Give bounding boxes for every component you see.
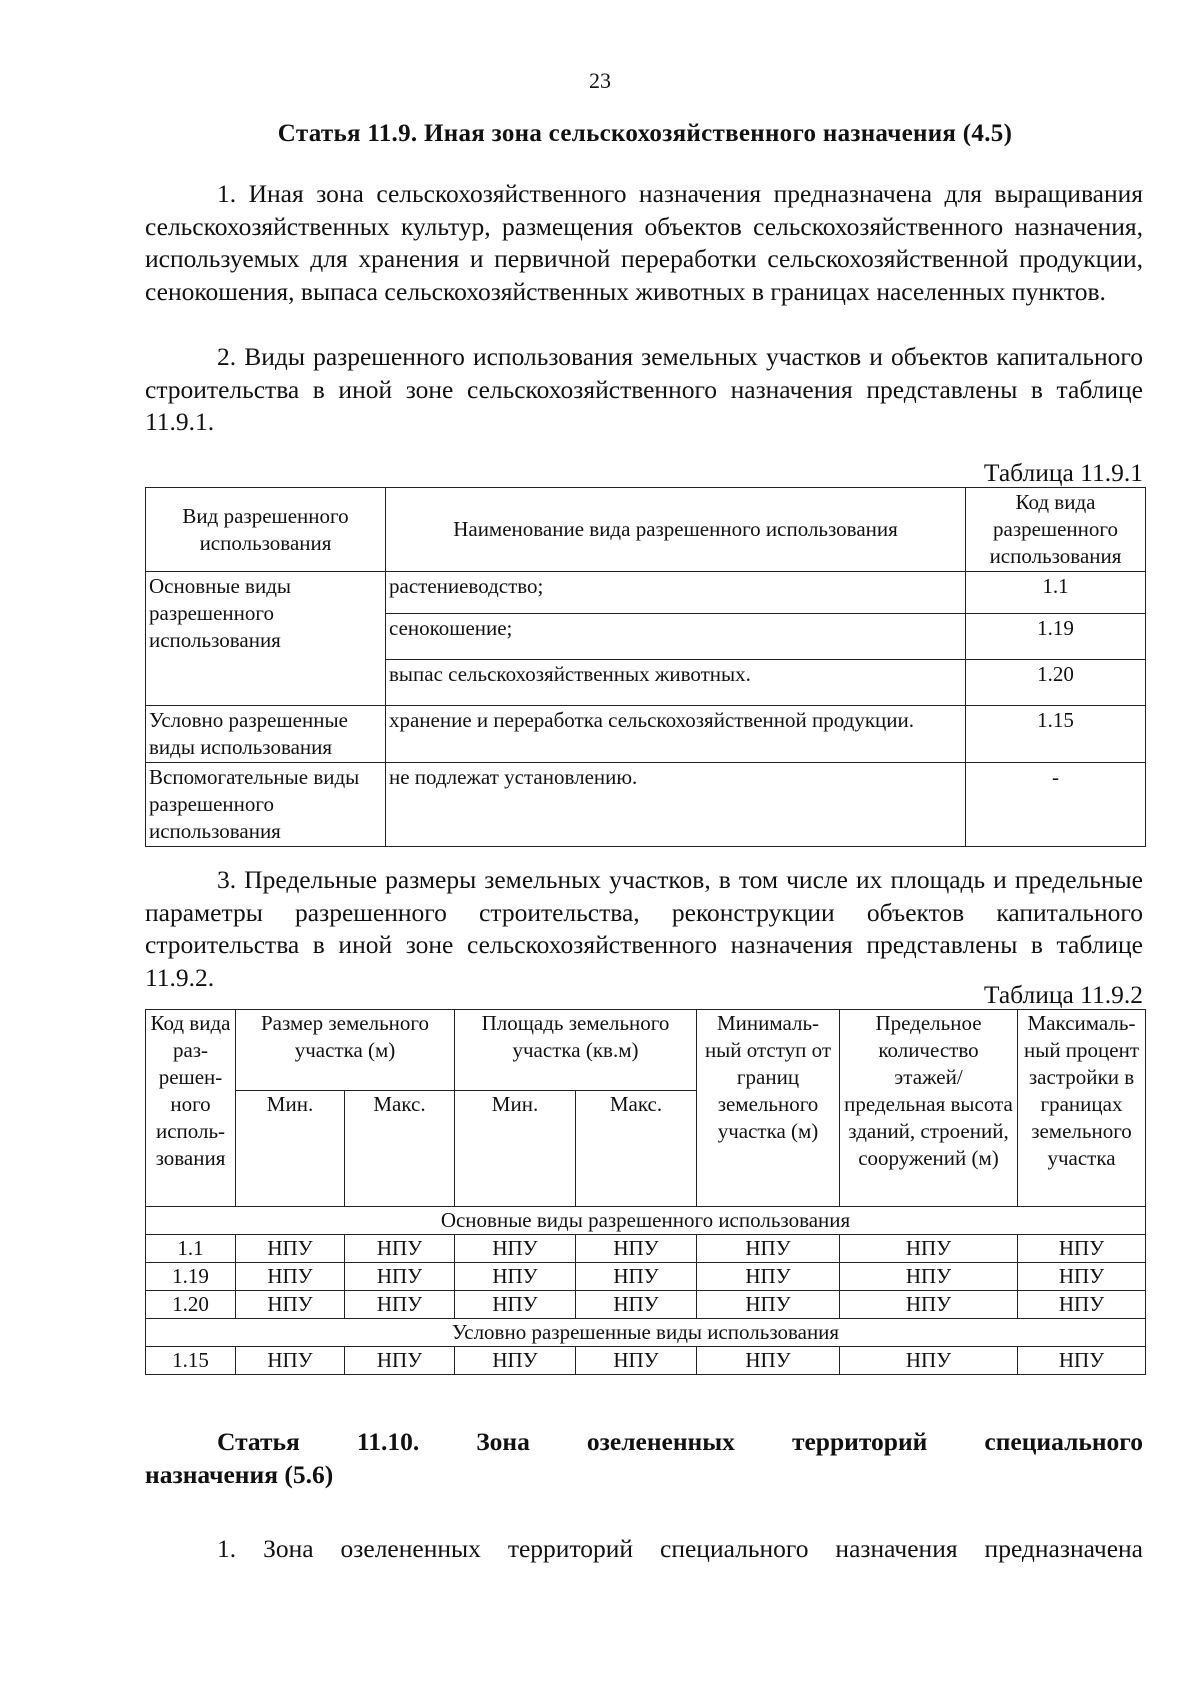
- group-label: Основные виды разрешенного использования: [146, 572, 386, 706]
- cell-value: НПУ: [455, 1291, 576, 1319]
- cell-value: НПУ: [236, 1291, 345, 1319]
- cell-value: НПУ: [1018, 1347, 1146, 1375]
- section-row: [146, 1207, 1146, 1235]
- header-max: Макс.: [576, 1091, 697, 1207]
- table-row: [146, 706, 1146, 763]
- use-code: 1.1: [966, 572, 1146, 614]
- use-name: хранение и переработка сельскохозяйственной продукции.: [386, 706, 966, 763]
- header-plot-size: Размер земельного участка (м): [236, 1010, 455, 1091]
- header-floors: Предельное количество этажей/ предельная высота зданий, строений, сооружений (м): [840, 1010, 1018, 1207]
- cell-value: НПУ: [697, 1347, 840, 1375]
- cell-value: НПУ: [576, 1347, 697, 1375]
- article-heading: Статья 11.9. Иная зона сельскохозяйственного назначения (4.5): [277, 120, 1013, 147]
- use-name: не подлежат установлению.: [386, 763, 966, 847]
- use-code: 1.19: [966, 614, 1146, 660]
- table-header-row: [146, 488, 1146, 572]
- table-caption-2: Таблица 11.9.2: [983, 980, 1143, 1009]
- cell-code: 1.19: [146, 1263, 236, 1291]
- cell-code: 1.15: [146, 1347, 236, 1375]
- paragraph-1: 1. Иная зона сельскохозяйственного назначения предназначена для выращивания сельскохозяйственных культур, размещения объектов сельскохозяйственного назначения, используемых для хранения и первичной переработки сельскохозяйственной продукции, сенокошения, выпаса сельскохозяйственных животных в границах населенных пунктов.: [145, 179, 1143, 306]
- header-plot-area: Площадь земельного участка (кв.м): [455, 1010, 697, 1091]
- cell-code: 1.20: [146, 1291, 236, 1319]
- cell-value: НПУ: [345, 1235, 455, 1263]
- section-title: Условно разрешенные виды использования: [146, 1319, 1146, 1347]
- paragraph-2: 2. Виды разрешенного использования земельных участков и объектов капитального строительства в иной зоне сельскохозяйственного назначения представлены в таблице 11.9.1.: [145, 342, 1143, 436]
- cell-value: НПУ: [345, 1291, 455, 1319]
- table-permitted-uses: [145, 487, 1146, 847]
- cell-value: НПУ: [576, 1235, 697, 1263]
- cell-value: НПУ: [1018, 1291, 1146, 1319]
- cell-value: НПУ: [840, 1263, 1018, 1291]
- page-number: 23: [589, 68, 611, 93]
- table-row: [146, 1347, 1146, 1375]
- header-cell: Наименование вида разрешенного использования: [386, 488, 966, 572]
- article-heading-2-line2: назначения (5.6): [145, 1460, 334, 1489]
- cell-value: НПУ: [236, 1263, 345, 1291]
- group-label: Условно разрешенные виды использования: [146, 706, 386, 763]
- cell-value: НПУ: [840, 1347, 1018, 1375]
- section-title: Основные виды разрешенного использования: [146, 1207, 1146, 1235]
- use-code: -: [966, 763, 1146, 847]
- cell-value: НПУ: [455, 1263, 576, 1291]
- use-code: 1.20: [966, 660, 1146, 706]
- cell-value: НПУ: [697, 1235, 840, 1263]
- table-row: [146, 572, 1146, 614]
- cell-value: НПУ: [455, 1235, 576, 1263]
- table-caption-1: Таблица 11.9.1: [983, 458, 1143, 487]
- use-code: 1.15: [966, 706, 1146, 763]
- article-heading-2-line1: Статья 11.10. Зона озелененных территорий специального: [217, 1427, 1143, 1456]
- cell-value: НПУ: [236, 1235, 345, 1263]
- cell-value: НПУ: [345, 1347, 455, 1375]
- cell-value: НПУ: [236, 1347, 345, 1375]
- header-setback: Минималь-ный отступ от границ земельного участка (м): [697, 1010, 840, 1207]
- cell-code: 1.1: [146, 1235, 236, 1263]
- cell-value: НПУ: [1018, 1263, 1146, 1291]
- header-code: Код вида раз-решен-ного исполь-зования: [146, 1010, 236, 1207]
- cell-value: НПУ: [576, 1291, 697, 1319]
- cell-value: НПУ: [576, 1263, 697, 1291]
- cell-value: НПУ: [840, 1235, 1018, 1263]
- cell-value: НПУ: [345, 1263, 455, 1291]
- cell-value: НПУ: [697, 1291, 840, 1319]
- header-min: Мин.: [236, 1091, 345, 1207]
- table-row: [146, 763, 1146, 847]
- table-row: [146, 1235, 1146, 1263]
- group-label: Вспомогательные виды разрешенного использования: [146, 763, 386, 847]
- header-cell: Вид разрешенного использования: [146, 488, 386, 572]
- header-cell: Код вида разрешенного использования: [966, 488, 1146, 572]
- cell-value: НПУ: [1018, 1235, 1146, 1263]
- cell-value: НПУ: [697, 1263, 840, 1291]
- use-name: выпас сельскохозяйственных животных.: [386, 660, 966, 706]
- paragraph-next: 1. Зона озелененных территорий специального назначения предназначена: [217, 1534, 1143, 1563]
- article-heading-2: [145, 1425, 1143, 1491]
- use-name: сенокошение;: [386, 614, 966, 660]
- section-row: [146, 1319, 1146, 1347]
- header-max: Макс.: [345, 1091, 455, 1207]
- table-parameters: [145, 1009, 1146, 1375]
- cell-value: НПУ: [455, 1347, 576, 1375]
- header-min: Мин.: [455, 1091, 576, 1207]
- cell-value: НПУ: [840, 1291, 1018, 1319]
- paragraph-3: 3. Предельные размеры земельных участков, в том числе их площадь и предельные параметры разрешенного строительства, реконструкции объектов капитального строительства в иной зоне сельскохозяйственного назначения представлены в таблице 11.9.2.: [145, 865, 1143, 992]
- header-coverage: Максималь-ный процент застройки в границах земельного участка: [1018, 1010, 1146, 1207]
- table-row: [146, 1291, 1146, 1319]
- use-name: растениеводство;: [386, 572, 966, 614]
- table-header-row: [146, 1010, 1146, 1091]
- table-row: [146, 1263, 1146, 1291]
